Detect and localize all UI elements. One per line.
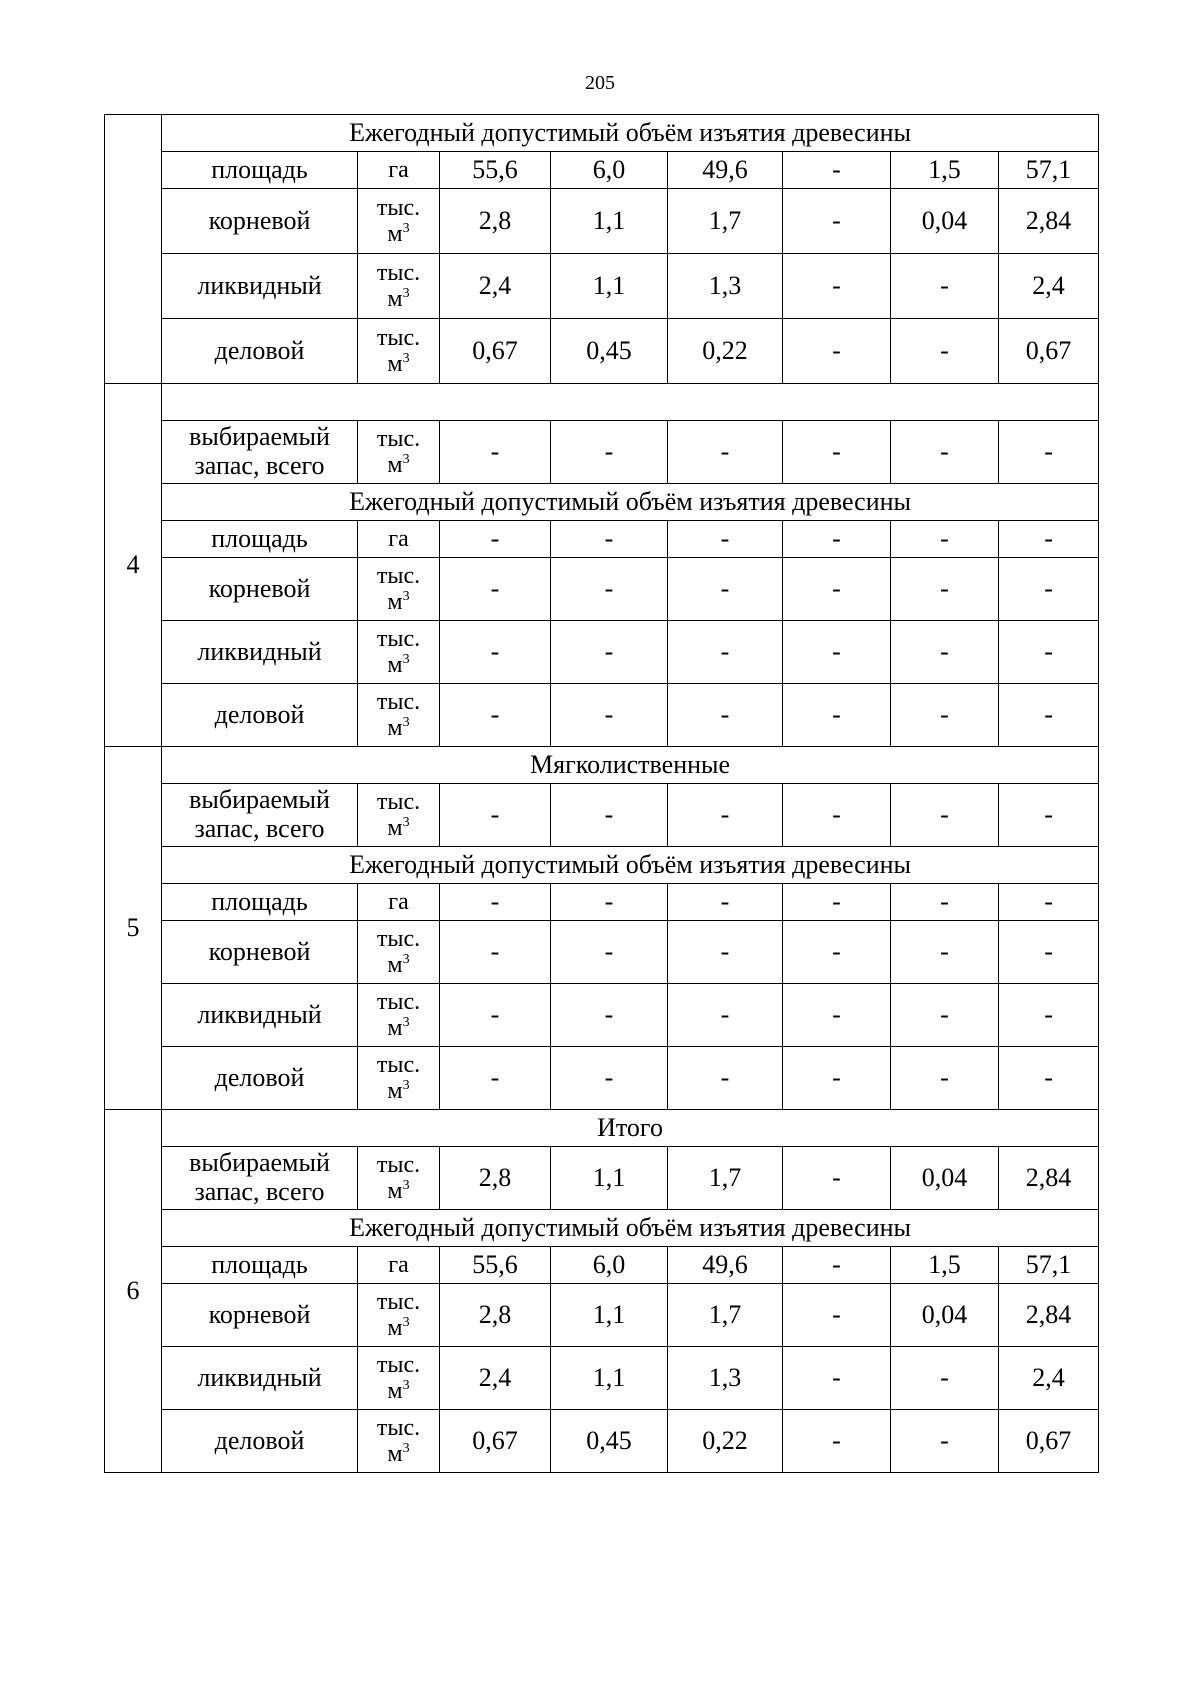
unit-line: тыс. <box>376 259 421 286</box>
value-cell: - <box>891 421 999 484</box>
value-cell: - <box>551 521 668 558</box>
value-cell: - <box>999 558 1099 621</box>
table-row <box>105 621 1099 684</box>
unit-exponent: 3 <box>402 652 410 667</box>
table-row <box>105 1284 1099 1347</box>
value-cell: - <box>551 621 668 684</box>
unit-line <box>358 221 439 247</box>
row-label-cell: деловой <box>162 684 358 747</box>
value-cell: 2,8 <box>440 1147 551 1210</box>
unit-exponent: 3 <box>402 952 410 967</box>
unit-line: тыс. <box>376 1414 421 1441</box>
table-row <box>105 1110 1099 1147</box>
unit-cell: га <box>358 521 440 558</box>
unit-m: м <box>387 1315 403 1341</box>
value-cell: - <box>440 521 551 558</box>
group-number-cell: 5 <box>105 747 162 1110</box>
table-row <box>105 847 1099 884</box>
table-row <box>105 319 1099 384</box>
row-label-cell <box>162 784 358 847</box>
unit-cell <box>358 921 440 984</box>
value-cell: - <box>783 421 891 484</box>
table-row <box>105 521 1099 558</box>
value-cell: - <box>783 189 891 254</box>
value-cell: - <box>891 884 999 921</box>
value-cell: - <box>891 921 999 984</box>
unit-line: тыс. <box>376 688 421 715</box>
value-cell: - <box>668 921 783 984</box>
unit-m: м <box>387 652 403 678</box>
value-cell: 49,6 <box>668 1247 783 1284</box>
unit-line: тыс. <box>376 194 421 221</box>
value-cell: - <box>891 1347 999 1410</box>
value-cell: - <box>668 521 783 558</box>
value-cell: 0,04 <box>891 1147 999 1210</box>
unit-line <box>358 286 439 312</box>
value-cell: - <box>551 784 668 847</box>
section-header: Ежегодный допустимый объём изъятия древесины <box>162 115 1099 152</box>
table-row <box>105 1047 1099 1110</box>
section-header: Ежегодный допустимый объём изъятия древесины <box>162 484 1099 521</box>
value-cell: 0,45 <box>551 1410 668 1473</box>
unit-cell <box>358 784 440 847</box>
value-cell: 1,1 <box>551 189 668 254</box>
unit-cell <box>358 319 440 384</box>
unit-line <box>358 815 439 841</box>
value-cell: - <box>440 921 551 984</box>
table-row <box>105 884 1099 921</box>
value-cell: - <box>891 521 999 558</box>
value-cell: 55,6 <box>440 152 551 189</box>
unit-cell <box>358 254 440 319</box>
value-cell: - <box>783 558 891 621</box>
value-cell: 2,84 <box>999 1284 1099 1347</box>
value-cell: 1,7 <box>668 1147 783 1210</box>
value-cell: - <box>783 254 891 319</box>
value-cell: - <box>668 1047 783 1110</box>
value-cell: - <box>999 521 1099 558</box>
unit-m: м <box>387 286 403 312</box>
row-label-cell: корневой <box>162 189 358 254</box>
row-label-line: запас, всего <box>194 451 325 480</box>
unit-cell: га <box>358 152 440 189</box>
table-row <box>105 484 1099 521</box>
row-label-line: выбираемый <box>189 1148 330 1178</box>
unit-cell <box>358 558 440 621</box>
section-header: Мягколиственные <box>162 747 1099 784</box>
value-cell: 1,7 <box>668 189 783 254</box>
value-cell: - <box>668 558 783 621</box>
row-label-line: запас, всего <box>194 814 325 843</box>
value-cell: - <box>440 984 551 1047</box>
value-cell: - <box>999 984 1099 1047</box>
value-cell: - <box>440 684 551 747</box>
row-label-cell: деловой <box>162 1047 358 1110</box>
section-header <box>162 384 1099 421</box>
value-cell: - <box>783 319 891 384</box>
value-cell: - <box>783 984 891 1047</box>
unit-line: тыс. <box>376 988 421 1015</box>
group-number-cell <box>105 115 162 384</box>
row-label-cell: корневой <box>162 558 358 621</box>
value-cell: 1,1 <box>551 254 668 319</box>
unit-cell <box>358 684 440 747</box>
unit-line <box>358 952 439 978</box>
unit-exponent: 3 <box>402 1441 410 1456</box>
unit-m: м <box>387 1441 403 1467</box>
value-cell: - <box>668 421 783 484</box>
value-cell: 2,8 <box>440 1284 551 1347</box>
row-label-line: выбираемый <box>189 785 330 815</box>
value-cell: - <box>440 558 551 621</box>
row-label-cell: площадь <box>162 884 358 921</box>
row-label-cell: ликвидный <box>162 621 358 684</box>
value-cell: - <box>999 621 1099 684</box>
table-row <box>105 747 1099 784</box>
unit-line <box>358 1378 439 1404</box>
value-cell: - <box>783 1410 891 1473</box>
table-row <box>105 1347 1099 1410</box>
unit-cell: га <box>358 1247 440 1284</box>
value-cell: 0,22 <box>668 319 783 384</box>
row-label-cell: площадь <box>162 1247 358 1284</box>
unit-line: тыс. <box>376 1151 421 1178</box>
value-cell: - <box>783 1047 891 1110</box>
value-cell: 6,0 <box>551 1247 668 1284</box>
value-cell: - <box>891 1410 999 1473</box>
value-cell: - <box>440 1047 551 1110</box>
unit-line: тыс. <box>376 925 421 952</box>
unit-line: тыс. <box>376 324 421 351</box>
value-cell: 57,1 <box>999 1247 1099 1284</box>
row-label-cell: деловой <box>162 319 358 384</box>
unit-cell <box>358 189 440 254</box>
table-row <box>105 421 1099 484</box>
value-cell: 0,04 <box>891 1284 999 1347</box>
unit-m: м <box>387 452 403 478</box>
unit-line <box>358 452 439 478</box>
table-row <box>105 558 1099 621</box>
unit-line <box>358 589 439 615</box>
value-cell: - <box>999 1047 1099 1110</box>
unit-exponent: 3 <box>402 221 410 236</box>
group-number-cell: 4 <box>105 384 162 747</box>
row-label-line: выбираемый <box>189 422 330 452</box>
unit-cell <box>358 421 440 484</box>
section-header: Ежегодный допустимый объём изъятия древесины <box>162 847 1099 884</box>
value-cell: 2,4 <box>999 254 1099 319</box>
table-row <box>105 784 1099 847</box>
unit-m: м <box>387 1178 403 1204</box>
unit-cell: га <box>358 884 440 921</box>
value-cell: - <box>668 684 783 747</box>
value-cell: - <box>891 684 999 747</box>
value-cell: - <box>783 1147 891 1210</box>
row-label-cell: корневой <box>162 921 358 984</box>
row-label-cell: ликвидный <box>162 984 358 1047</box>
unit-m: м <box>387 1078 403 1104</box>
value-cell: 0,67 <box>999 319 1099 384</box>
value-cell: 1,1 <box>551 1347 668 1410</box>
table-row <box>105 984 1099 1047</box>
value-cell: - <box>440 421 551 484</box>
unit-exponent: 3 <box>402 286 410 301</box>
unit-line <box>358 1315 439 1341</box>
unit-line <box>358 1078 439 1104</box>
table-row <box>105 384 1099 421</box>
value-cell: - <box>783 884 891 921</box>
unit-exponent: 3 <box>402 1315 410 1330</box>
value-cell: 1,3 <box>668 254 783 319</box>
unit-exponent: 3 <box>402 351 410 366</box>
row-label-cell <box>162 421 358 484</box>
value-cell: 2,84 <box>999 1147 1099 1210</box>
unit-m: м <box>387 351 403 377</box>
unit-line: тыс. <box>376 1351 421 1378</box>
value-cell: - <box>783 921 891 984</box>
unit-m: м <box>387 815 403 841</box>
unit-cell <box>358 621 440 684</box>
value-cell: - <box>551 684 668 747</box>
unit-m: м <box>387 1378 403 1404</box>
unit-line <box>358 1015 439 1041</box>
unit-line <box>358 1441 439 1467</box>
row-label-cell: площадь <box>162 521 358 558</box>
unit-m: м <box>387 1015 403 1041</box>
value-cell: - <box>440 884 551 921</box>
group-number-cell: 6 <box>105 1110 162 1473</box>
value-cell: - <box>891 621 999 684</box>
value-cell: - <box>891 558 999 621</box>
value-cell: - <box>551 1047 668 1110</box>
value-cell: - <box>783 621 891 684</box>
value-cell: 2,84 <box>999 189 1099 254</box>
value-cell: 1,5 <box>891 152 999 189</box>
value-cell: 0,45 <box>551 319 668 384</box>
value-cell: - <box>783 1347 891 1410</box>
value-cell: - <box>783 152 891 189</box>
page-number: 205 <box>585 72 615 94</box>
unit-exponent: 3 <box>402 1178 410 1193</box>
value-cell: - <box>783 784 891 847</box>
unit-exponent: 3 <box>402 452 410 467</box>
value-cell: - <box>551 421 668 484</box>
value-cell: - <box>999 884 1099 921</box>
value-cell: - <box>891 984 999 1047</box>
value-cell: - <box>551 921 668 984</box>
row-label-cell <box>162 1147 358 1210</box>
value-cell: 49,6 <box>668 152 783 189</box>
value-cell: 2,4 <box>440 1347 551 1410</box>
unit-exponent: 3 <box>402 1015 410 1030</box>
value-cell: 2,4 <box>440 254 551 319</box>
value-cell: - <box>551 558 668 621</box>
value-cell: 0,67 <box>999 1410 1099 1473</box>
row-label-line: запас, всего <box>194 1177 325 1206</box>
unit-m: м <box>387 952 403 978</box>
value-cell: 2,4 <box>999 1347 1099 1410</box>
section-header: Ежегодный допустимый объём изъятия древесины <box>162 1210 1099 1247</box>
unit-exponent: 3 <box>402 1078 410 1093</box>
value-cell: - <box>999 784 1099 847</box>
value-cell: - <box>783 684 891 747</box>
row-label-cell: деловой <box>162 1410 358 1473</box>
unit-line <box>358 715 439 741</box>
unit-line <box>358 1178 439 1204</box>
value-cell: - <box>440 784 551 847</box>
unit-exponent: 3 <box>402 1378 410 1393</box>
value-cell: - <box>999 684 1099 747</box>
unit-cell <box>358 1284 440 1347</box>
unit-line: тыс. <box>376 1288 421 1315</box>
value-cell: - <box>891 784 999 847</box>
value-cell: 1,3 <box>668 1347 783 1410</box>
value-cell: - <box>783 1247 891 1284</box>
value-cell: - <box>891 319 999 384</box>
table-row <box>105 1410 1099 1473</box>
value-cell: - <box>551 984 668 1047</box>
unit-cell <box>358 1410 440 1473</box>
section-header: Итого <box>162 1110 1099 1147</box>
value-cell: - <box>668 621 783 684</box>
table-row <box>105 1147 1099 1210</box>
value-cell: 0,67 <box>440 319 551 384</box>
row-label-cell: ликвидный <box>162 1347 358 1410</box>
value-cell: 55,6 <box>440 1247 551 1284</box>
unit-cell <box>358 1047 440 1110</box>
unit-line: тыс. <box>376 425 421 452</box>
unit-m: м <box>387 589 403 615</box>
unit-line <box>358 351 439 377</box>
unit-m: м <box>387 221 403 247</box>
table-row <box>105 254 1099 319</box>
unit-line: тыс. <box>376 788 421 815</box>
value-cell: - <box>551 884 668 921</box>
table-row <box>105 921 1099 984</box>
value-cell: 57,1 <box>999 152 1099 189</box>
value-cell: - <box>783 1284 891 1347</box>
table-row <box>105 1210 1099 1247</box>
table-row <box>105 684 1099 747</box>
value-cell: 2,8 <box>440 189 551 254</box>
table-row <box>105 115 1099 152</box>
unit-exponent: 3 <box>402 715 410 730</box>
table-row <box>105 1247 1099 1284</box>
value-cell: - <box>783 521 891 558</box>
unit-cell <box>358 984 440 1047</box>
row-label-cell: корневой <box>162 1284 358 1347</box>
value-cell: - <box>999 421 1099 484</box>
timber-volume-table <box>104 114 1099 1473</box>
value-cell: 1,1 <box>551 1284 668 1347</box>
unit-line: тыс. <box>376 562 421 589</box>
value-cell: 1,5 <box>891 1247 999 1284</box>
unit-m: м <box>387 715 403 741</box>
value-cell: 0,22 <box>668 1410 783 1473</box>
value-cell: - <box>668 784 783 847</box>
unit-cell <box>358 1347 440 1410</box>
unit-line <box>358 652 439 678</box>
value-cell: 6,0 <box>551 152 668 189</box>
value-cell: - <box>891 254 999 319</box>
row-label-cell: ликвидный <box>162 254 358 319</box>
value-cell: 1,7 <box>668 1284 783 1347</box>
table-row <box>105 189 1099 254</box>
unit-cell <box>358 1147 440 1210</box>
unit-exponent: 3 <box>402 589 410 604</box>
value-cell: 1,1 <box>551 1147 668 1210</box>
row-label-cell: площадь <box>162 152 358 189</box>
unit-line: тыс. <box>376 625 421 652</box>
unit-line: тыс. <box>376 1051 421 1078</box>
value-cell: - <box>891 1047 999 1110</box>
value-cell: - <box>440 621 551 684</box>
unit-exponent: 3 <box>402 815 410 830</box>
value-cell: - <box>999 921 1099 984</box>
value-cell: - <box>668 984 783 1047</box>
table-row <box>105 152 1099 189</box>
value-cell: - <box>668 884 783 921</box>
value-cell: 0,04 <box>891 189 999 254</box>
value-cell: 0,67 <box>440 1410 551 1473</box>
